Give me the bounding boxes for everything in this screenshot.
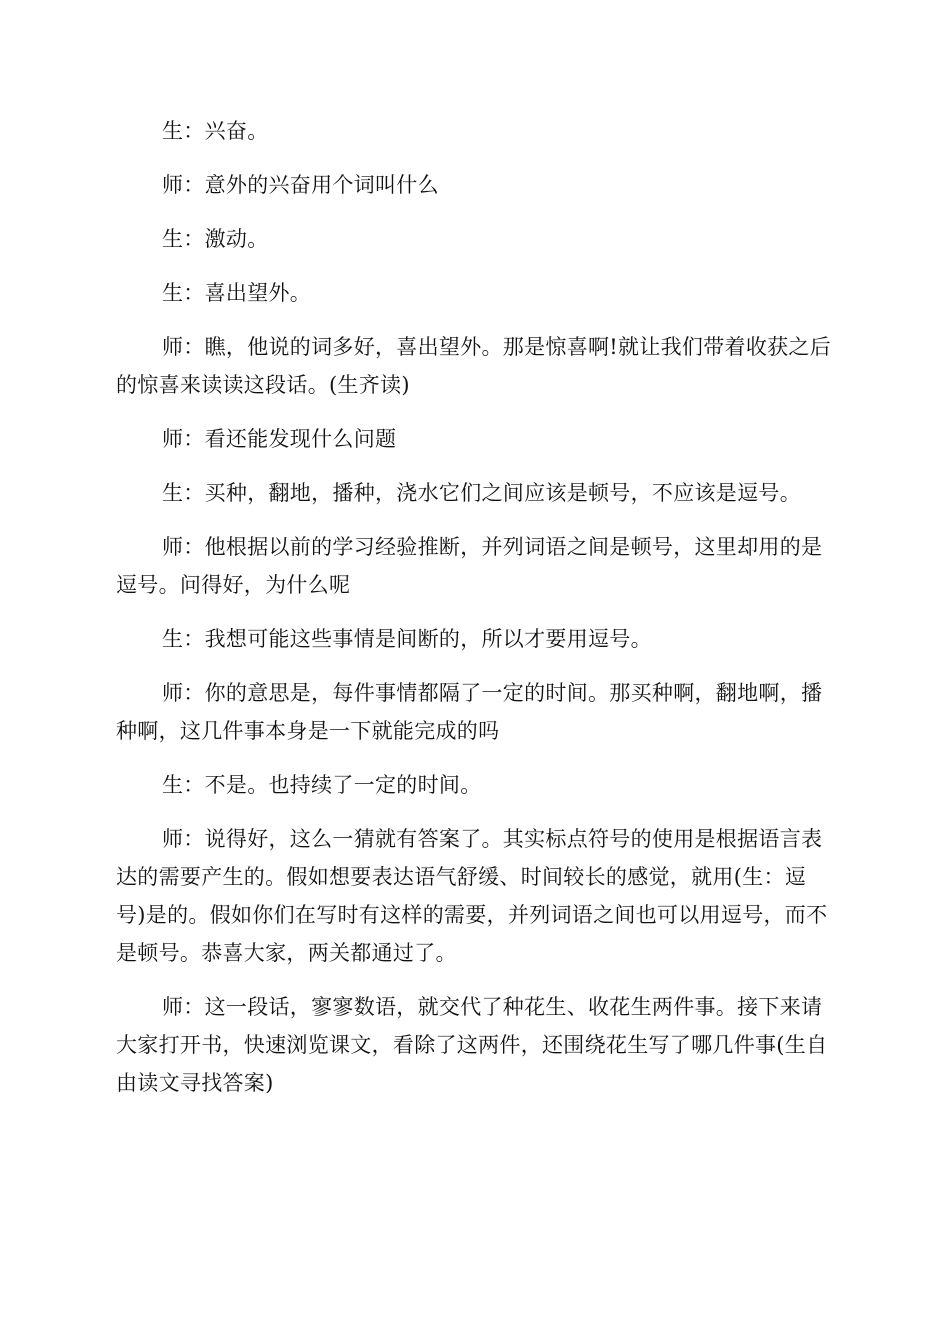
- paragraph: 生：不是。也持续了一定的时间。: [162, 773, 482, 797]
- paragraph: 生：喜出望外。: [162, 281, 312, 305]
- paragraph: 师：意外的兴奋用个词叫什么: [162, 173, 439, 197]
- paragraph: 师：你的意思是，每件事情都隔了一定的时间。那买种啊，翻地啊，播种啊，这几件事本身是一下就能完成的吗: [116, 681, 823, 743]
- paragraph: 生：激动。: [162, 227, 269, 251]
- paragraph: 生：我想可能这些事情是间断的，所以才要用逗号。: [162, 627, 652, 651]
- paragraph: 师：看还能发现什么问题: [162, 427, 397, 451]
- paragraph: 生：兴奋。: [162, 119, 269, 143]
- paragraph: 师：他根据以前的学习经验推断，并列词语之间是顿号，这里却用的是逗号。问得好，为什么呢: [116, 535, 823, 597]
- paragraph: 生：买种，翻地，播种，浇水它们之间应该是顿号，不应该是逗号。: [162, 481, 801, 505]
- paragraph: 师：瞧，他说的词多好，喜出望外。那是惊喜啊!就让我们带着收获之后的惊喜来读读这段话。(生齐读): [116, 335, 832, 397]
- paragraph: 师：说得好，这么一猜就有答案了。其实标点符号的使用是根据语言表达的需要产生的。假如想要表达语气舒缓、时间较长的感觉，就用(生：逗号)是的。假如你们在写时有这样的需要，并列词语之间也可以用逗号，而不是顿号。恭喜大家，两关都通过了。: [116, 827, 828, 965]
- paragraph: 师：这一段话，寥寥数语，就交代了种花生、收花生两件事。接下来请大家打开书，快速浏览课文，看除了这两件，还围绕花生写了哪几件事(生自由读文寻找答案): [116, 995, 828, 1095]
- document-body: [116, 112, 834, 1118]
